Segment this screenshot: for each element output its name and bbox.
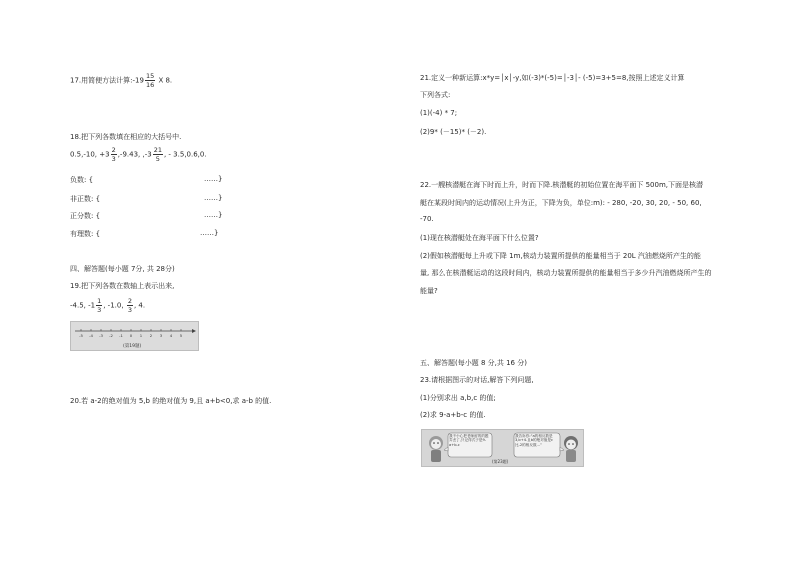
question-23-item2: (2)求 9-a+b-c 的值.: [420, 411, 486, 419]
set-negative: 负数: {: [70, 176, 94, 184]
set-rational: 有理数: {: [70, 230, 101, 238]
dialogue-figure: [421, 429, 584, 467]
fraction: $\frac{1}{3}$: [97, 297, 102, 314]
question-17: 17.用简便方法计算:-19 $\frac{15}{16}$ X 8.: [70, 72, 173, 89]
axis-tick-label: 1: [139, 333, 143, 338]
fraction: $\frac{2}{3}$: [111, 146, 116, 163]
axis-tick-label: -1: [119, 333, 123, 338]
girl-character-icon: [429, 436, 443, 462]
question-22-line2: 艇在某段时间内的运动情况(上升为正，下降为负，单位:m): - 280, -20, 30, 20, - 50, 60,: [420, 199, 702, 207]
number-line: [71, 322, 198, 350]
fraction: $\frac{15}{16}$: [145, 72, 155, 89]
number-line-figure: [70, 321, 199, 351]
set-negative-tail: ……}: [204, 175, 223, 183]
axis-tick-label: 2: [149, 333, 153, 338]
axis-tick-label: -3: [99, 333, 103, 338]
question-20: 20.若 a-2的绝对值为 5,b 的绝对值为 9,且 a+b<0,求 a-b 的值.: [70, 397, 272, 405]
boy-character-icon: [564, 436, 578, 462]
question-18-title: 18.把下列各数填在相应的大括号中.: [70, 133, 182, 141]
fraction: $\frac{21}{5}$: [153, 146, 162, 163]
section-5-heading: 五、解答题(每小题 8 分,共 16 分): [420, 359, 527, 367]
axis-tick-label: 5: [179, 333, 183, 338]
set-positive-fraction-tail: ……}: [204, 211, 223, 219]
figure-caption: (第23题): [492, 459, 509, 464]
question-22-item2-line3: 能量?: [420, 287, 438, 295]
set-nonpositive-tail: ……}: [204, 194, 223, 202]
question-19-title: 19.把下列各数在数轴上表示出来,: [70, 282, 175, 290]
axis-tick-label: -5: [79, 333, 83, 338]
set-rational-tail: ……}: [200, 229, 219, 237]
set-nonpositive: 非正数: {: [70, 195, 101, 203]
question-18-numbers: 0.5,-10, +3 $\frac{2}{3}$ ,-9.43, ,-3 $\frac{21}{5}$ , - 3.5,0.6,0.: [70, 146, 207, 163]
axis-tick-label: 4: [169, 333, 173, 338]
question-21-item1: (1)(-4) * 7;: [420, 109, 458, 117]
question-22-line3: -70.: [420, 215, 434, 223]
axis-tick-label: 0: [129, 333, 133, 338]
fraction: $\frac{2}{3}$: [127, 297, 132, 314]
dialogue-illustration: [422, 430, 583, 466]
question-22-item2-line2: 量, 那么在核潜艇运动的这段时间内，核动力装置所提供的能量相当于多少升汽油燃烧所产生的: [420, 269, 712, 277]
figure-caption: (第19题): [123, 344, 142, 349]
question-21-line2: 下列各式:: [420, 91, 451, 99]
question-22-line1: 22.一艘核潜艇在海下时而上升，时而下降.核潜艇的初始位置在海平面下 500m,下面是核潜: [420, 181, 703, 189]
axis-tick-label: -4: [89, 333, 93, 338]
question-23-item1: (1)分别求出 a,b,c 的值;: [420, 394, 496, 402]
bubble-left-text: 我不小心把老师留的的题弄丢了,只记得式子是9-a+b-c: [449, 434, 489, 447]
question-22-item2-line1: (2)假如核潜艇每上升或下降 1m,核动力装置所提供的能量相当于 20L 汽油燃烧所产生的能: [420, 252, 701, 260]
question-21-item2: (2)9* (－15)* (－2).: [420, 128, 487, 136]
axis-tick-label: 3: [159, 333, 163, 338]
question-23-title: 23.请根据图示的对话,解答下列问题,: [420, 376, 534, 384]
question-19-numbers: -4.5, -1 $\frac{1}{3}$ , -1.0, $\frac{2}{3}$ , 4.: [70, 297, 146, 314]
axis-ticks: [79, 329, 183, 338]
axis-tick-label: -2: [109, 333, 113, 338]
bubble-right-text: 我告诉你:“a的相反数是3,b+4.且b的绝对值是c比-2的相反数...”: [515, 434, 553, 447]
set-positive-fraction: 正分数: {: [70, 212, 101, 220]
question-21-line1: 21.定义一种新运算:x*y=│x│-y,如(-3)*(-5)=│-3│- (-5)=3+5=8,按照上述定义计算: [420, 74, 685, 82]
question-22-item1: (1)现在核潜艇处在海平面下什么位置?: [420, 234, 539, 242]
section-4-heading: 四、解答题(每小题 7分, 共 28分): [70, 265, 175, 273]
axis-arrow: [192, 329, 196, 333]
